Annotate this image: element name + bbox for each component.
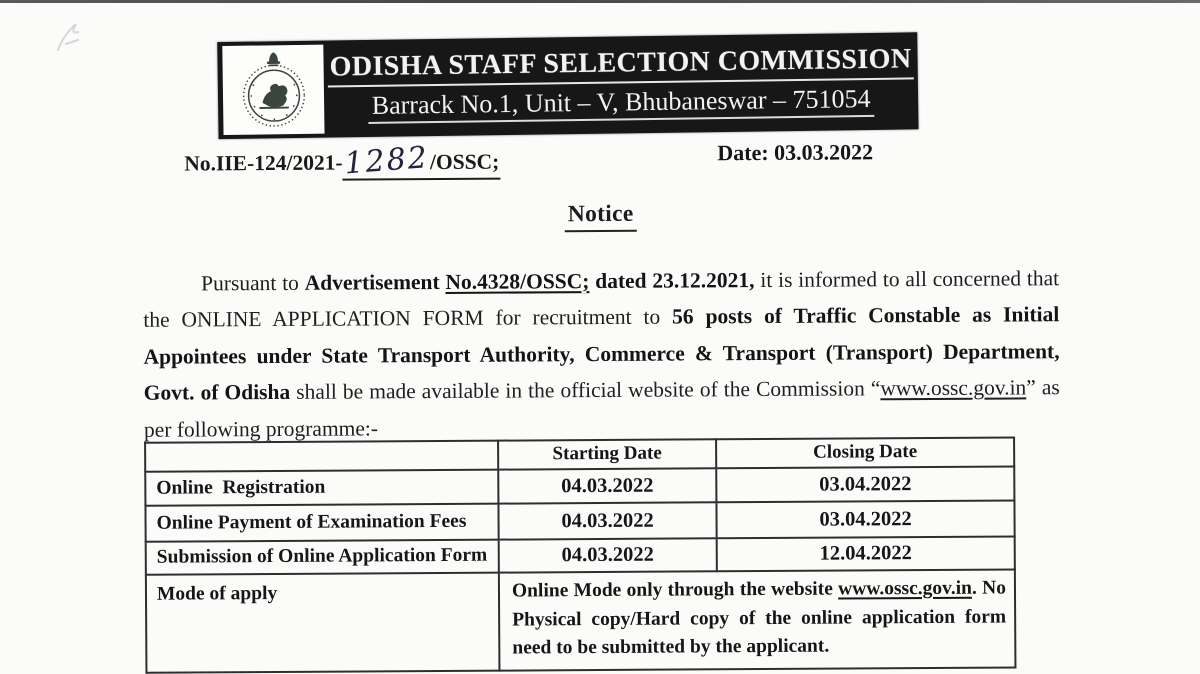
notice-body bbox=[143, 260, 1060, 448]
body-seg-tail: ” as per following programme:- bbox=[143, 375, 1060, 442]
reference-number-prefix: No.IIE-124/2021- bbox=[184, 150, 343, 176]
row-label-cell: Online Registration bbox=[145, 470, 498, 506]
reference-number bbox=[184, 140, 500, 182]
row-label-cell: Online Payment of Examination Fees bbox=[145, 504, 498, 542]
body-seg-posts-bold: 56 posts of Traffic Constable as Initial Appointees under State Transport Authority, Commerce & Transport (Transport) Department, Govt. of Odisha bbox=[143, 302, 1060, 405]
notice-title-row bbox=[143, 198, 1059, 235]
starting-date-cell: 04.03.2022 bbox=[498, 468, 716, 503]
table-row-online-payment bbox=[145, 500, 1014, 541]
col-header-starting-date: Starting Date bbox=[498, 439, 716, 469]
table-row-online-registration bbox=[145, 466, 1014, 505]
website-link-text: www.ossc.gov.in bbox=[838, 577, 973, 600]
col-header-empty bbox=[145, 441, 498, 472]
commission-address: Barrack No.1, Unit – V, Bhubaneswar – 751054 bbox=[368, 84, 875, 124]
row-label-cell: Mode of apply bbox=[146, 573, 500, 673]
body-seg-intro: Pursuant to bbox=[201, 270, 305, 295]
notice-title: Notice bbox=[565, 201, 637, 232]
row-label-cell: Submission of Online Application Form bbox=[146, 540, 499, 575]
body-seg-advertisement-date: dated 23.12.2021, bbox=[589, 267, 755, 293]
body-seg-advertisement-number: No.4328/OSSC; bbox=[445, 268, 590, 294]
col-header-closing-date: Closing Date bbox=[716, 437, 1014, 468]
closing-date-cell: 03.04.2022 bbox=[716, 466, 1014, 502]
table-row-mode-of-apply bbox=[146, 569, 1016, 672]
table-row-submission-form bbox=[146, 536, 1015, 574]
handwritten-dispatch-number: 1282 bbox=[343, 140, 431, 182]
body-seg-after: shall be made available in the official website of the Commission “ bbox=[290, 376, 881, 404]
odisha-state-emblem-icon bbox=[222, 45, 324, 135]
mode-text-after: . No Physical copy/Hard copy of the online application form need to be submitted by the applicant. bbox=[512, 577, 1007, 659]
notice-date: Date: 03.03.2022 bbox=[717, 139, 874, 166]
schedule-table bbox=[144, 436, 1016, 673]
starting-date-cell: 04.03.2022 bbox=[499, 538, 717, 572]
body-seg-middle: it is informed to all concerned that the ONLINE APPLICATION FORM for recruitment to bbox=[143, 265, 1060, 332]
letterhead-text bbox=[323, 43, 918, 126]
mode-of-apply-cell bbox=[499, 569, 1016, 670]
mode-text-before: Online Mode only through the website bbox=[511, 578, 839, 602]
letterhead-banner bbox=[217, 32, 918, 139]
reference-number-suffix: /OSSC; bbox=[429, 149, 500, 175]
website-link-text: www.ossc.gov.in bbox=[880, 375, 1027, 401]
commission-name: ODISHA STAFF SELECTION COMMISSION bbox=[327, 43, 913, 87]
body-seg-advertisement-label: Advertisement bbox=[304, 269, 446, 295]
starting-date-cell: 04.03.2022 bbox=[498, 502, 716, 539]
closing-date-cell: 12.04.2022 bbox=[717, 536, 1015, 571]
closing-date-cell: 03.04.2022 bbox=[716, 500, 1014, 538]
